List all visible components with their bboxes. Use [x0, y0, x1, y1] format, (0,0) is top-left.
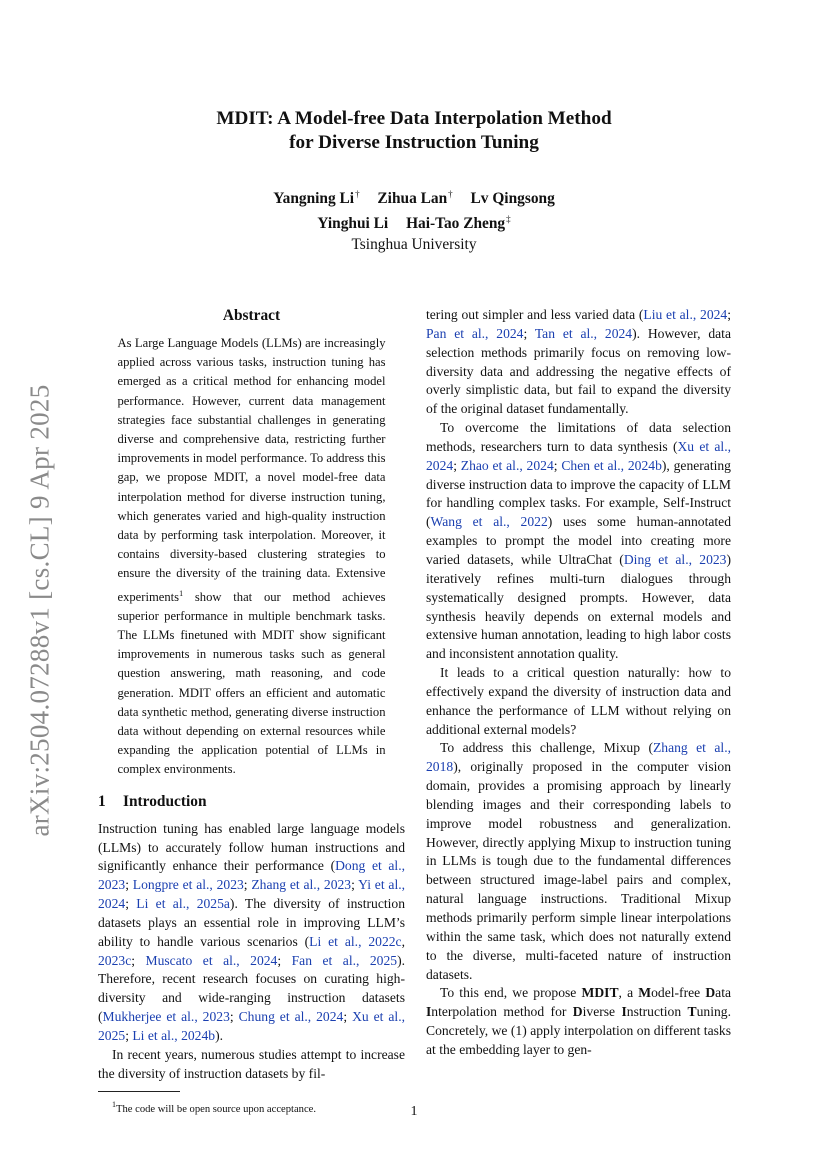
paragraph: It leads to a critical question naturally: how to effectively expand the diversity of instruction data and enhance the performance of LLM without relying on additional external models? — [426, 665, 731, 737]
citation-link[interactable]: Xu et al., 2024 — [426, 438, 731, 473]
paragraph: To overcome the limitations of data selection methods, researchers turn to data synthesis (Xu et al., 2024; Zhao et al., 2024; Chen et al., 2024b), generating diverse instruction data to improve the capacity of LLM for handling complex tasks. For example, Self-Instruct (Wang et al., 2022) uses some human-annotated examples to prompt the model into creating more varied datasets, while UltraChat (Ding et al., 2023) iteratively refines multi-turn dialogues through systematically designed prompts. However, data synthesis heavily depends on external models and extensive human annotation, leading to high labor costs and inconsistent annotation quality. — [426, 420, 732, 662]
abstract-text: As Large Language Models (LLMs) are increasingly applied across various tasks, instruction tuning has emerged as a critical method for enhancing model performance. However, current data management strategies face substantial challenges in generating diverse and comprehensive data, restricting further improvements in model performance. To address this gap, we propose MDIT, a novel model-free data interpolation method for diverse instruction tuning, which generates varied and high-quality instruction data by performing task interpolation. Moreover, it contains diversity-based clustering strategies to ensure the diversity of the training data. Extensive experiments$^1$ show that our method achieves superior performance in multiple benchmark tasks. The LLMs finetuned with MDIT show significant improvements in numerous tasks such as general question answering, math reasoning, and code generation. MDIT offers an efficient and automatic data synthetic method, generating diverse instruction data without depending on external resources while expanding the application potential of LLMs in complex environments. — [117, 336, 386, 777]
left-body-text — [98, 820, 405, 1084]
author: Yangning Li† — [273, 189, 360, 207]
citation-link[interactable]: Fan et al., 2025 — [291, 952, 398, 968]
citation-link[interactable]: Dong et al., 2023 — [98, 858, 405, 893]
citation-link[interactable]: Liu et al., 2024 — [643, 307, 728, 322]
paragraph: tering out simpler and less varied data (Liu et al., 2024; Pan et al., 2024; Tan et al., 2024). However, data selection methods primarily focus on removing low-diversity data and addressing the negative effects of overly simplistic data, but fail to expand the diversity of the original dataset fundamentally. — [426, 307, 731, 417]
arxiv-identifier-stamp — [22, 372, 58, 848]
citation-link[interactable]: Tan et al., 2024 — [534, 325, 633, 341]
author-block — [120, 184, 708, 255]
citation-link[interactable]: Wang et al., 2022 — [430, 514, 548, 530]
right-column — [426, 306, 731, 1060]
author: Hai-Tao Zheng‡ — [406, 214, 511, 232]
footnote-divider — [98, 1091, 180, 1092]
right-body-text — [426, 306, 731, 1060]
title-line-2: for Diverse Instruction Tuning — [289, 132, 539, 153]
citation-link[interactable]: Yi et al., 2024 — [98, 877, 406, 912]
paragraph: To this end, we propose MDIT, a Model-free Data Interpolation method for Diverse Instruction Tuning. Concretely, we (1) apply interpolation on different tasks at the embedding layer to gen- — [426, 985, 732, 1057]
citation-link[interactable]: Li et al., 2025a — [136, 896, 230, 912]
citation-link[interactable]: Zhao et al., 2024 — [460, 457, 554, 473]
paragraph: In recent years, numerous studies attempt to increase the diversity of instruction datasets by fil- — [98, 1046, 405, 1081]
citation-link[interactable]: Li et al., 2022c — [309, 933, 402, 949]
citation-link[interactable]: Xu et al., 2025 — [98, 1009, 405, 1043]
arxiv-identifier: arXiv:2504.07288v1 [cs.CL] 9 Apr 2025 — [24, 383, 55, 837]
page-number: 1 — [410, 1104, 418, 1119]
abstract-heading: Abstract — [222, 307, 281, 324]
author: Zihua Lan† — [377, 189, 453, 207]
citation-link[interactable]: Longpre et al., 2023 — [132, 877, 244, 893]
citation-link[interactable]: Chung et al., 2024 — [238, 1009, 344, 1025]
citation-link[interactable]: Pan et al., 2024 — [426, 325, 524, 341]
paper-title — [120, 107, 708, 155]
citation-link[interactable]: Mukherjee et al., 2023 — [102, 1009, 230, 1025]
citation-link[interactable]: Muscato et al., 2024 — [145, 952, 278, 968]
footnote-marker: 1 — [179, 588, 184, 598]
citation-link[interactable]: 2023c — [98, 952, 132, 968]
left-column — [98, 306, 405, 1117]
citation-link[interactable]: Zhang et al., 2018 — [426, 740, 731, 775]
section-heading-introduction: 1 Introduction — [98, 792, 207, 810]
citation-link[interactable]: Zhang et al., 2023 — [251, 877, 352, 893]
author-line-1 — [120, 184, 708, 209]
paragraph: Instruction tuning has enabled large language models (LLMs) to accurately follow human instructions and significantly enhance their performance (Dong et al., 2023; Longpre et al., 2023; Zhang et al., 2023; Yi et al., 2024; Li et al., 2025a). The diversity of instruction datasets plays an essential role in improving LLM’s ability to handle various scenarios (Li et al., 2022c, 2023c; Muscato et al., 2024; Fan et al., 2025). Therefore, recent research focuses on curating high-diversity and wide-ranging instruction datasets (Mukherjee et al., 2023; Chung et al., 2024; Xu et al., 2025; Li et al., 2024b). — [98, 820, 406, 1043]
citation-link[interactable]: Chen et al., 2024b — [561, 457, 662, 473]
author: Lv Qingsong — [470, 190, 555, 207]
author-line-2 — [120, 209, 708, 234]
title-line-1: MDIT: A Model-free Data Interpolation Method — [216, 108, 612, 129]
author: Yinghui Li — [317, 215, 389, 232]
affiliation: Tsinghua University — [351, 236, 477, 253]
citation-link[interactable]: Li et al., 2024b — [132, 1027, 216, 1043]
footnote: $^1$The code will be open source upon acceptance. — [112, 1100, 317, 1116]
citation-link[interactable]: Ding et al., 2023 — [623, 551, 727, 567]
paragraph: To address this challenge, Mixup (Zhang et al., 2018), originally proposed in the computer vision domain, provides a promising approach by linearly blending images and their corresponding labels to improve model robustness and generalization. However, directly applying Mixup to instruction tuning in LLMs is tough due to the fundamental differences between structured image-label pairs and complex, natural language instructions. Traditional Mixup methods primarily perform simple linear interpolations within the same task, which does not naturally extend to the diverse, multi-faceted nature of instruction datasets. — [426, 740, 731, 982]
